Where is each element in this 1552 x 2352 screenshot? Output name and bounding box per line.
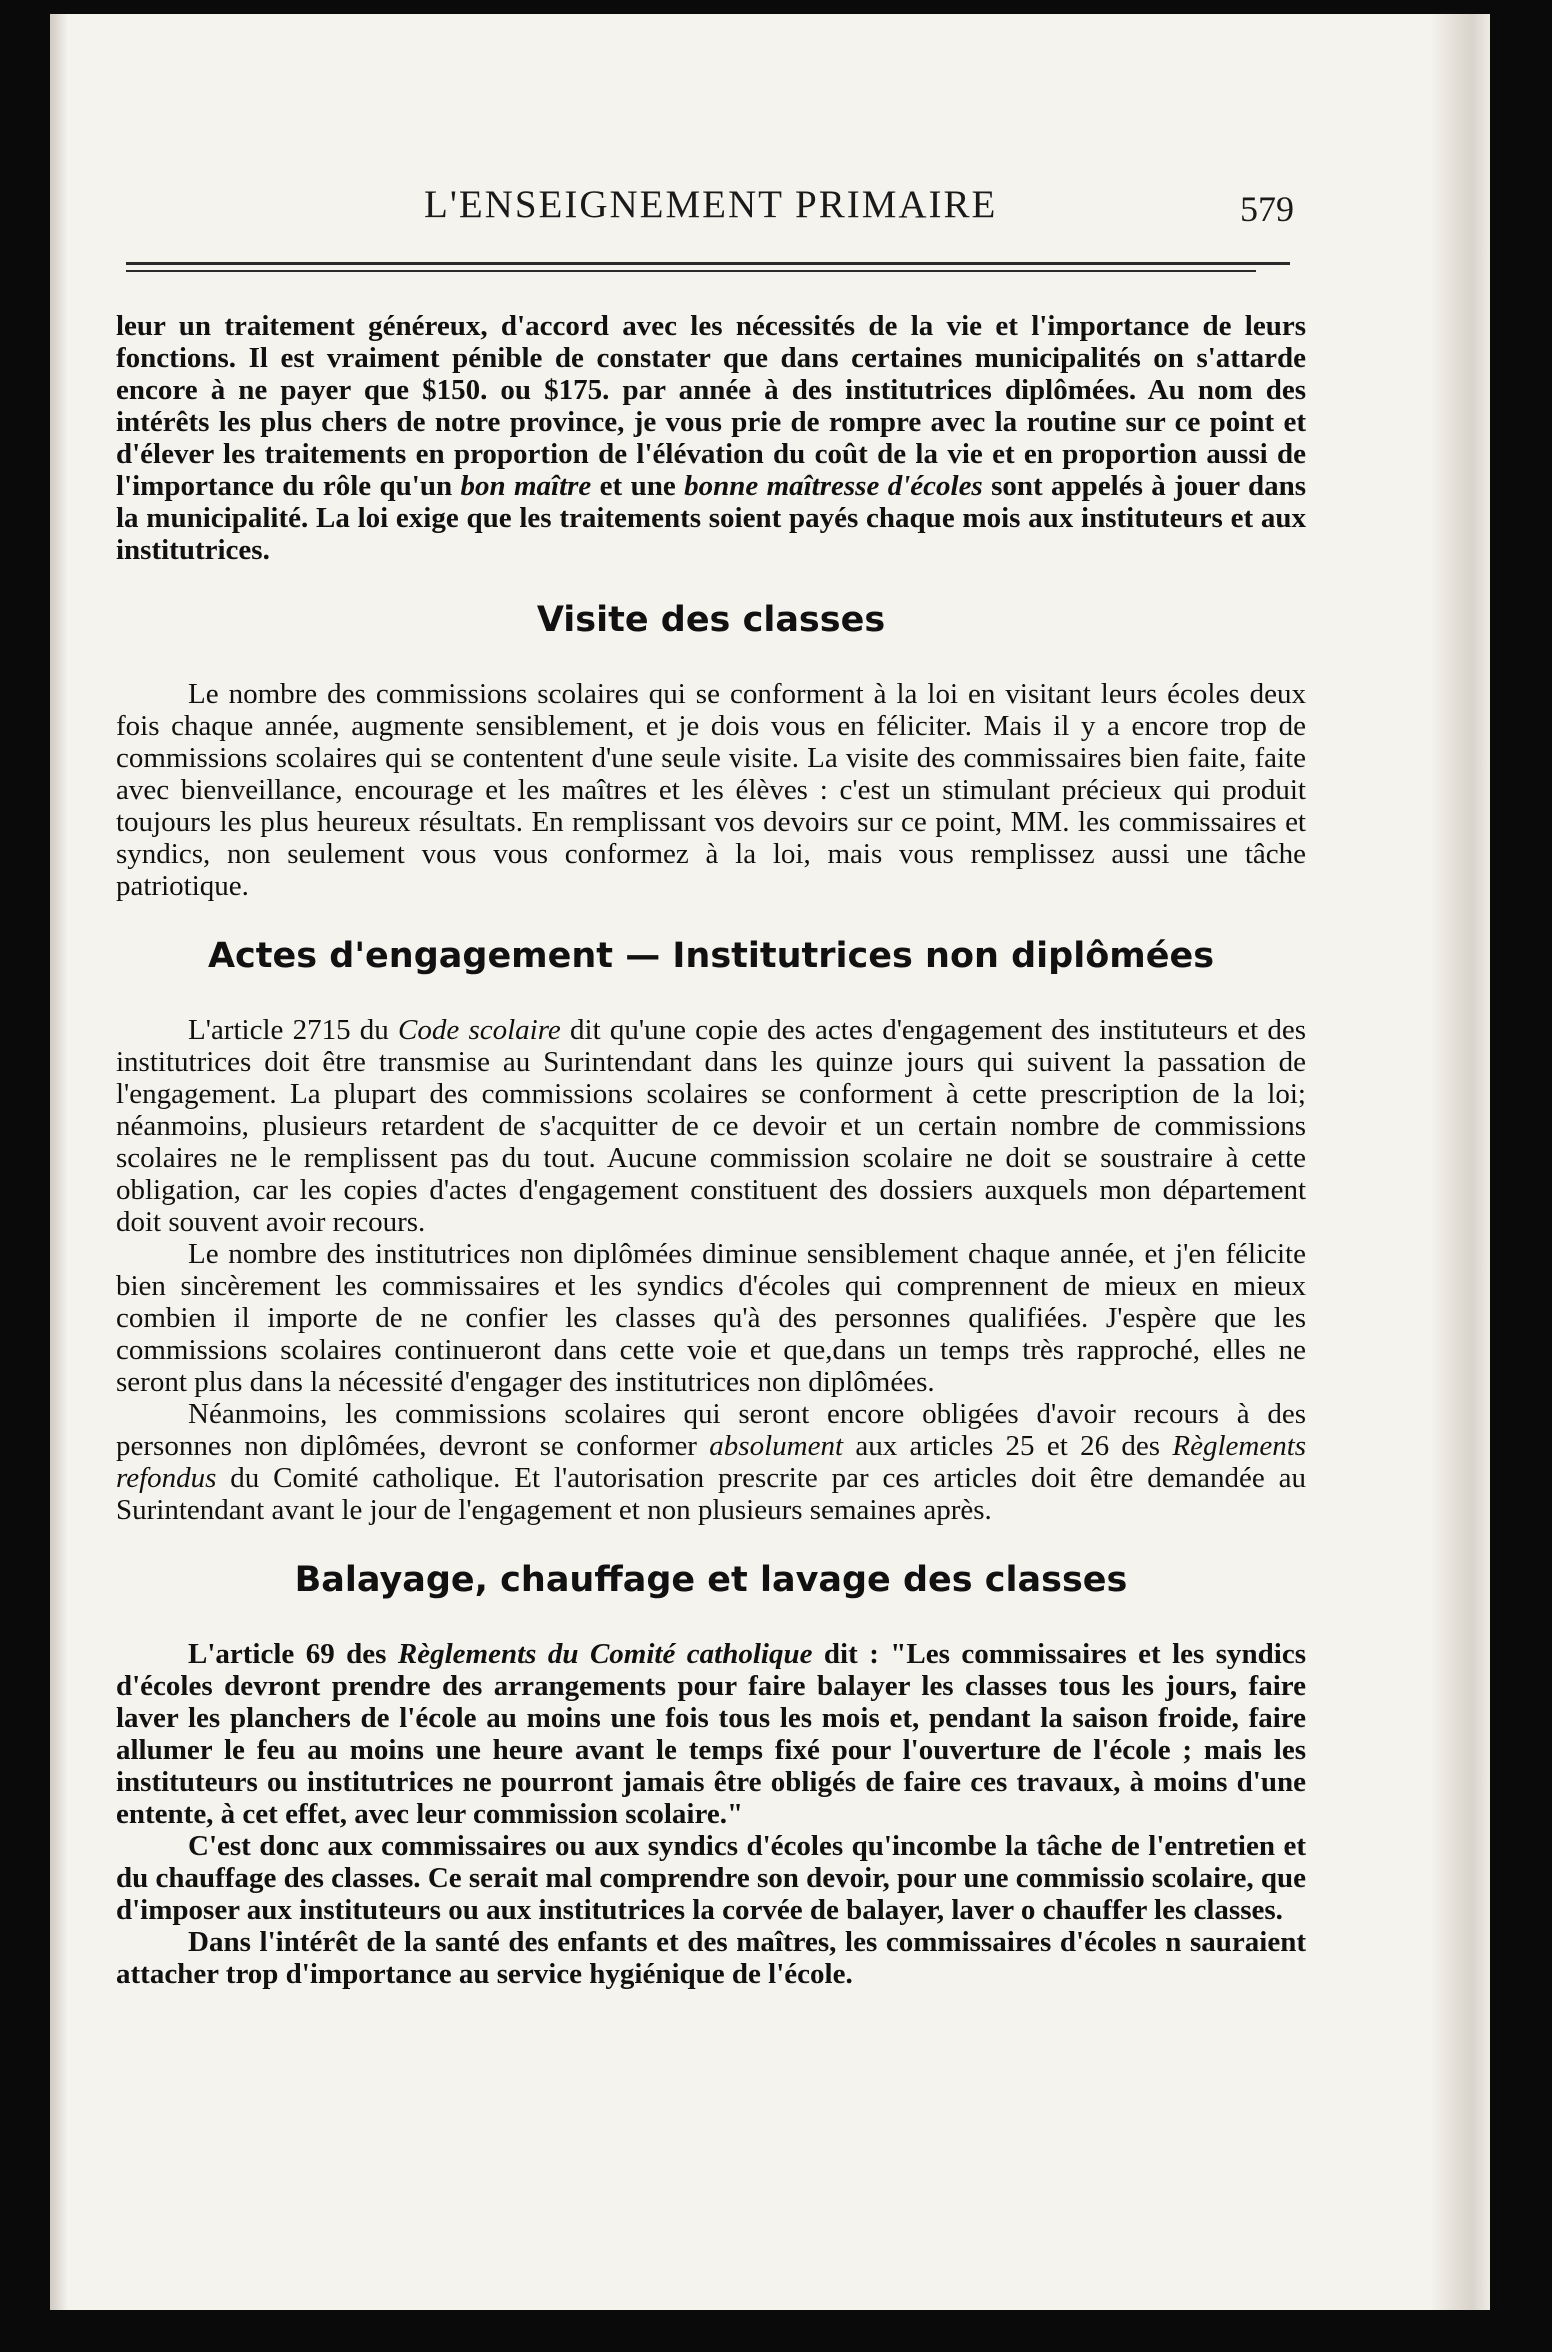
emphasis: absolument — [709, 1430, 844, 1462]
text-run: dit : "Les commissaires et les syndics d'écoles devront prendre des arrangements pour faire balayer les classes tous les jours, faire laver les planchers de l'école au moins une fois tous les mois et, pendant la saison froide, faire allumer le feu au moins une heure avant le temps fixé pour l'ouverture de l'école ; mais les instituteurs ou institutrices ne pourront jamais être obligés de faire ces travaux, à moins d'une entente, à cet effet, avec leur commission scolaire." — [116, 1638, 1307, 1830]
emphasis: Code scolaire — [398, 1014, 561, 1046]
heading-balayage: Balayage, chauffage et lavage des classes — [294, 1560, 1128, 1600]
text-run: aux articles 25 et 26 des — [855, 1430, 1161, 1462]
paragraph-hygiene: Dans l'intérêt de la santé des enfants et des maîtres, les commissaires d'écoles n sauraient attacher trop d'importance au service hygiénique de l'école. — [116, 1926, 1306, 1990]
text-run: Néanmoins, les commissions scolaires qui seront encore obligées d'avoir recours à des personnes non diplômées, devront se conformer — [116, 1398, 1306, 1462]
page-left-shadow — [50, 14, 68, 2310]
page-header — [50, 182, 1490, 230]
scanned-page — [50, 14, 1490, 2310]
paragraph-institutrices: Le nombre des institutrices non diplômées diminue sensiblement chaque année, et j'en félicite bien sincèrement les commissaires et les syndics d'écoles qui comprennent de mieux en mieux combien il importe de ne confier les classes qu'à des personnes qualifiées. J'espère que les commissions scolaires continueront dans cette voie et que,dans un temps très rapproché, elles ne seront plus dans la nécessité d'engager des institutrices non diplômées. — [116, 1238, 1306, 1398]
paragraph-visite: Le nombre des commissions scolaires qui se conforment à la loi en visitant leurs écoles deux fois chaque année, augmente sensiblement, et je dois vous en féliciter. Mais il y a encore trop de commissions scolaires qui se contentent d'une seule visite. La visite des commissaires bien faite, faite avec bienveillance, encourage et les maîtres et les élèves : c'est un stimulant précieux qui produit toujours les plus heureux résultats. En remplissant vos devoirs sur ce point, MM. les commissaires et syndics, non seulement vous vous conformez à la loi, mais vous remplissez aussi une tâche patriotique. — [116, 678, 1306, 902]
text-run: et une — [599, 470, 676, 502]
paragraph-article-69 — [116, 1638, 1306, 1830]
text-run: dit qu'une copie des actes d'engagement des instituteurs et des institutrices doit être transmise au Surintendant dans les quinze jours qui suivent la passation de l'engagement. La plupart des commissions scolaires se conforment à cette prescription de la loi; néanmoins, plusieurs retardent de s'acquitter de ce devoir et un certain nombre de commissions scolaires ne le remplissent pas du tout. Aucune commission scolaire ne doit se soustraire à cette obligation, car les copies d'actes d'engagement constituent des dossiers auxquels mon département doit souvent avoir recours. — [116, 1014, 1307, 1238]
page-right-edge — [1430, 14, 1490, 2310]
page-body — [116, 310, 1306, 1990]
text-run: sont appelés à jouer dans la municipalité. La loi exige que les traitements soient payés chaque mois aux instituteurs et aux institutrices. — [116, 470, 1307, 566]
running-head: L'ENSEIGNEMENT PRIMAIRE — [424, 183, 998, 226]
text-run: leur un traitement généreux, d'accord avec les nécessités de la vie et l'importance de leurs fonctions. Il est vraiment pénible de constater que dans certaines municipalités on s'attarde encore à ne payer que $150. ou $175. par année à des institutrices diplômées. Au nom des intérêts les plus chers de notre province, je vous prie de rompre avec la routine sur ce point et d'élever les traitements en proportion de l'élévation du coût de la vie et en proportion aussi de l'importance du rôle qu'un — [116, 310, 1306, 502]
emphasis: Règlements refondus — [116, 1430, 1307, 1494]
heading-actes-engagement: Actes d'engagement — Institutrices non diplômées — [207, 936, 1215, 976]
paragraph-neanmoins — [116, 1398, 1306, 1526]
text-run: L'article 69 des — [188, 1638, 387, 1670]
emphasis: bon maître — [460, 470, 592, 502]
text-run: du Comité catholique. Et l'autorisation prescrite par ces articles doit être demandée au Surintendant avant le jour de l'engagement et non plusieurs semaines après. — [116, 1462, 1307, 1526]
paragraph-actes — [116, 1014, 1306, 1238]
text-run: L'article 2715 du — [188, 1014, 389, 1046]
header-rule-top — [126, 262, 1290, 265]
heading-visite-des-classes: Visite des classes — [536, 600, 886, 640]
emphasis: bonne maîtresse d'écoles — [684, 470, 983, 502]
header-rule-bottom — [126, 270, 1256, 272]
paragraph-entretien: C'est donc aux commissaires ou aux syndics d'écoles qu'incombe la tâche de l'entretien et du chauffage des classes. Ce serait mal comprendre son devoir, pour une commissio scolaire, que d'imposer aux instituteurs ou aux institutrices la corvée de balayer, laver o chauffer les classes. — [116, 1830, 1306, 1926]
page-number: 579 — [1240, 189, 1294, 229]
paragraph-traitements — [116, 310, 1306, 566]
emphasis: Règlements du Comité catholique — [397, 1638, 813, 1670]
